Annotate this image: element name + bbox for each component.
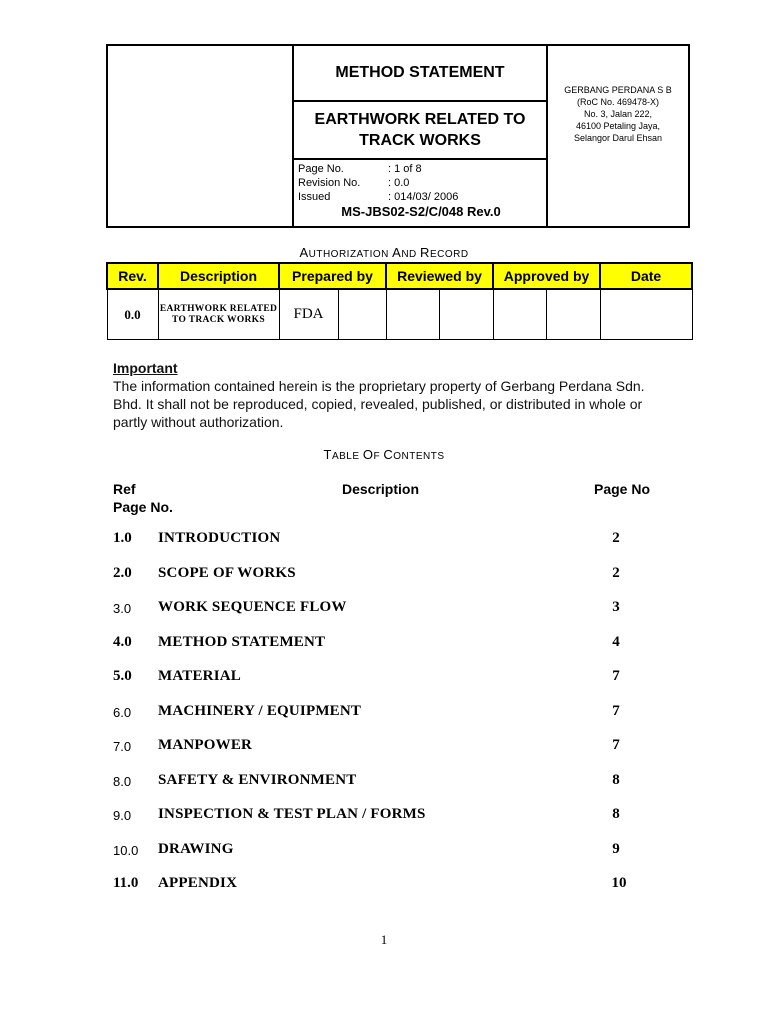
- column-header-approved-by: Approved by: [493, 263, 600, 289]
- issued-label: Issued: [298, 191, 331, 203]
- company-address: [548, 84, 688, 144]
- page-no-value: : 1 of 8: [388, 163, 422, 175]
- important-heading: Important: [113, 360, 178, 376]
- toc-item[interactable]: [113, 634, 673, 656]
- caption-letter: T: [323, 447, 332, 462]
- page-number: 1: [380, 932, 388, 947]
- toc-item[interactable]: [113, 737, 673, 759]
- caption-text: ECORD: [429, 249, 469, 260]
- page-no-row: [298, 162, 544, 176]
- toc-item-page: 8: [612, 806, 620, 822]
- document-subject-title: EARTHWORK RELATED TO TRACK WORKS: [294, 102, 546, 160]
- toc-item[interactable]: [113, 599, 673, 621]
- toc-item-page: 2: [612, 530, 620, 546]
- toc-item-ref: 3.0: [113, 601, 132, 616]
- cell-prepared-by: FDA: [279, 289, 338, 340]
- toc-item-ref: 5.0: [113, 668, 132, 684]
- toc-item-description: INSPECTION & TEST PLAN / FORMS: [158, 806, 426, 822]
- column-header-prepared-by: Prepared by: [279, 263, 386, 289]
- toc-item-ref: 7.0: [113, 739, 132, 754]
- revision-label: Revision No.: [298, 177, 361, 189]
- issued-value: : 014/03/ 2006: [388, 191, 459, 203]
- logo-area: [108, 46, 294, 226]
- document-number: MS-JBS02-S2/C/048 Rev.0: [341, 204, 501, 219]
- toc-item-description: DRAWING: [158, 841, 234, 857]
- caption-letter: A: [392, 245, 402, 260]
- document-type-title: METHOD STATEMENT: [294, 46, 546, 102]
- column-header-date: Date: [600, 263, 692, 289]
- toc-header-description: Description: [342, 481, 420, 497]
- caption-text: UTHORIZATION: [308, 249, 393, 260]
- caption-letter: A: [299, 245, 309, 260]
- caption-text: F: [373, 451, 384, 462]
- document-header: [106, 44, 690, 228]
- toc-item-page: 9: [612, 841, 620, 857]
- authorization-caption: [0, 245, 768, 260]
- cell-description: EARTHWORK RELATED TO TRACK WORKS: [158, 289, 279, 340]
- authorization-table: [106, 262, 693, 340]
- toc-item-page: 10: [611, 875, 627, 891]
- toc-item[interactable]: [113, 565, 673, 587]
- caption-text: ONTENTS: [393, 451, 445, 462]
- toc-item[interactable]: [113, 668, 673, 690]
- company-address-line1: No. 3, Jalan 222,: [583, 109, 653, 119]
- document-info: [298, 162, 544, 219]
- caption-letter: O: [362, 447, 374, 462]
- toc-item-ref: 9.0: [113, 808, 132, 823]
- toc-item-page: 8: [612, 772, 620, 788]
- toc-item-description: INTRODUCTION: [158, 530, 281, 546]
- toc-header-ref: Ref: [113, 481, 136, 497]
- table-row: [107, 289, 692, 340]
- toc-item-description: METHOD STATEMENT: [158, 634, 326, 650]
- toc-item-ref: 11.0: [113, 875, 139, 891]
- toc-item-description: APPENDIX: [158, 875, 238, 891]
- header-title-block: [294, 46, 548, 226]
- company-name: GERBANG PERDANA S B: [564, 85, 672, 95]
- caption-letter: R: [420, 245, 430, 260]
- cell-prepared-sign: [338, 289, 386, 340]
- toc-caption: [0, 447, 768, 462]
- toc-item[interactable]: [113, 772, 673, 794]
- column-header-description: Description: [158, 263, 279, 289]
- toc-item-page: 7: [612, 703, 620, 719]
- toc-item-page: 3: [612, 599, 620, 615]
- toc-item-description: MANPOWER: [158, 737, 253, 753]
- toc-item-description: MATERIAL: [158, 668, 241, 684]
- caption-letter: C: [383, 447, 394, 462]
- toc-item[interactable]: [113, 806, 673, 828]
- toc-item-ref: 1.0: [113, 530, 132, 546]
- caption-text: ABLE: [331, 451, 363, 462]
- column-header-reviewed-by: Reviewed by: [386, 263, 493, 289]
- column-header-rev: Rev.: [107, 263, 158, 289]
- caption-text: ND: [401, 249, 421, 260]
- toc-item-description: WORK SEQUENCE FLOW: [158, 599, 347, 615]
- toc-item[interactable]: [113, 841, 673, 863]
- revision-row: [298, 176, 544, 190]
- table-header-row: [107, 263, 692, 289]
- cell-rev: 0.0: [107, 289, 158, 340]
- cell-approved-sign: [546, 289, 600, 340]
- cell-reviewed-sign: [439, 289, 493, 340]
- company-block: [548, 46, 688, 226]
- toc-item-description: SCOPE OF WORKS: [158, 565, 296, 581]
- important-text: The information contained herein is the proprietary property of Gerbang Perdana Sdn. Bhd. It shall not be reproduced, copied, revealed, published, or distributed in whole or partly without authorization.: [113, 378, 645, 430]
- toc-item-page: 7: [612, 668, 620, 684]
- cell-reviewed-by: [386, 289, 439, 340]
- toc-item[interactable]: [113, 875, 673, 897]
- toc-item-ref: 6.0: [113, 705, 132, 720]
- toc-item-description: MACHINERY / EQUIPMENT: [158, 703, 362, 719]
- toc-item-page: 4: [612, 634, 620, 650]
- toc-item-ref: 2.0: [113, 565, 132, 581]
- toc-item-ref: 8.0: [113, 774, 132, 789]
- toc-item-page: 7: [612, 737, 620, 753]
- company-address-line3: Selangor Darul Ehsan: [573, 133, 663, 143]
- company-address-line2: 46100 Petaling Jaya,: [575, 121, 661, 131]
- cell-date: [600, 289, 692, 340]
- page-no-label: Page No.: [298, 163, 344, 175]
- important-notice: [113, 359, 673, 431]
- toc-item-page: 2: [612, 565, 620, 581]
- cell-approved-by: [493, 289, 546, 340]
- issued-row: [298, 190, 544, 204]
- toc-header-page: Page No: [594, 481, 651, 497]
- toc-item-description: SAFETY & ENVIRONMENT: [158, 772, 357, 788]
- toc-item-ref: 10.0: [113, 843, 139, 858]
- toc-item[interactable]: [113, 530, 673, 552]
- toc-item-ref: 4.0: [113, 634, 132, 650]
- revision-value: : 0.0: [388, 177, 410, 189]
- toc-item[interactable]: [113, 703, 673, 725]
- company-roc: (RoC No. 469478-X): [576, 97, 660, 107]
- toc-header-page-secondary: Page No.: [113, 499, 173, 515]
